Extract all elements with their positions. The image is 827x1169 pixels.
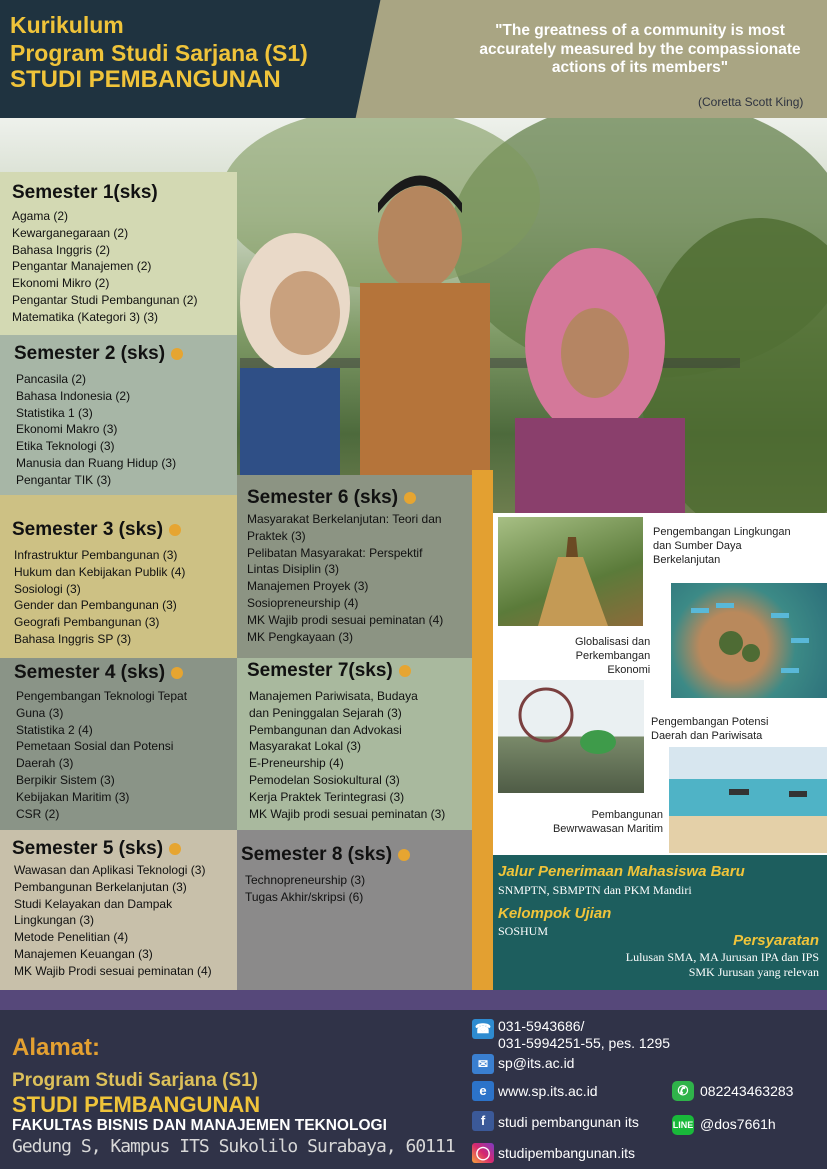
semester-2-title-text: Semester 2 (sks)	[14, 343, 166, 364]
course-item: Manajemen Pariwisata, Budaya	[249, 689, 418, 703]
web-icon: e	[472, 1081, 494, 1101]
caption-line: Ekonomi	[607, 664, 651, 676]
course-item: Pengantar Manajemen (2)	[12, 259, 152, 274]
course-item: dan Peninggalan Sejarah (3)	[249, 705, 402, 720]
kelompok-heading: Kelompok Ujian	[498, 905, 612, 922]
quote-line-1: "The greatness of a community is most	[495, 22, 785, 39]
bullet-dot-icon	[169, 843, 181, 855]
course-item: Pengantar TIK (3)	[16, 472, 112, 487]
jalur-heading: Jalur Penerimaan Mahasiswa Baru	[498, 863, 745, 880]
course-item: Agama (2)	[12, 209, 69, 223]
footer	[0, 1010, 827, 1169]
bullet-dot-icon	[404, 492, 416, 504]
course-item: Pembangunan dan Advokasi	[249, 722, 402, 737]
caption-maritim	[531, 808, 663, 836]
bullet-dot-icon	[398, 849, 410, 861]
instagram-icon: ◯	[472, 1143, 494, 1163]
semester-8-courses	[241, 872, 472, 906]
phone-number-2: 031-5994251-55, pes. 1295	[498, 1035, 671, 1051]
course-item: Technopreneurship (3)	[245, 873, 366, 887]
semester-8-title	[241, 844, 472, 866]
course-item: Sosiopreneurship (4)	[247, 595, 359, 610]
bamboo-bridge-illustration	[498, 517, 643, 626]
quote-author: (Coretta Scott King)	[698, 95, 804, 109]
syarat-text-2: SMK Jurusan yang relevan	[688, 965, 819, 979]
alamat-heading: Alamat:	[12, 1034, 101, 1061]
course-item: CSR (2)	[16, 806, 60, 821]
specialization-panel	[493, 513, 827, 855]
course-item: Bahasa Indonesia (2)	[16, 388, 131, 403]
course-item: Wawasan dan Aplikasi Teknologi (3)	[14, 863, 206, 877]
kelompok-text: SOSHUM	[498, 924, 549, 938]
admission-box	[493, 855, 827, 990]
course-item: Pelibatan Masyarakat: Perspektif	[247, 545, 423, 560]
beach-illustration	[669, 747, 827, 853]
theme-park-illustration	[498, 680, 644, 793]
caption-line: Bewrwawasan Maritim	[552, 823, 663, 835]
course-item: E-Preneurship (4)	[249, 756, 344, 771]
aerial-boats-photo	[671, 583, 827, 698]
bamboo-bridge-photo	[498, 517, 643, 626]
course-item: Masyarakat Berkelanjutan: Teori dan	[247, 512, 442, 526]
semester-3-title	[12, 519, 237, 541]
semester-1-courses	[12, 208, 237, 326]
title-studi: STUDI PEMBANGUNAN	[10, 66, 281, 93]
website-link[interactable]: www.sp.its.ac.id	[498, 1083, 598, 1099]
semester-8-title-text: Semester 8 (sks)	[241, 844, 393, 865]
facebook-icon: f	[472, 1111, 494, 1131]
facebook-link[interactable]: studi pembangunan its	[498, 1114, 639, 1130]
course-item: Manajemen Proyek (3)	[247, 579, 369, 594]
footer-address: Gedung S, Kampus ITS Sukolilo Surabaya, 60111	[12, 1136, 455, 1157]
course-item: Statistika 1 (3)	[16, 405, 93, 420]
syarat-text-1: Lulusan SMA, MA Jurusan IPA dan IPS	[625, 950, 819, 964]
phone-number-1: 031-5943686/	[498, 1018, 585, 1034]
semester-5-box	[0, 830, 237, 990]
course-item: Kerja Praktek Terintegrasi (3)	[249, 789, 405, 804]
quote-line-3: actions of its members"	[551, 59, 729, 77]
course-item: Kewarganegaraan (2)	[12, 225, 129, 240]
course-item: Bahasa Inggris SP (3)	[14, 631, 132, 646]
footer-divider	[0, 990, 827, 1010]
course-item: MK Pengkayaan (3)	[247, 629, 354, 644]
caption-line: dan Sumber Daya	[653, 540, 742, 552]
jalur-text: SNMPTN, SBMPTN dan PKM Mandiri	[498, 883, 692, 897]
semester-8-box	[237, 830, 472, 990]
course-item: Matematika (Kategori 3) (3)	[12, 309, 159, 324]
semester-6-title-text: Semester 6 (sks)	[247, 487, 399, 508]
caption-line: Pengembangan Lingkungan	[653, 526, 791, 538]
bullet-dot-icon	[399, 665, 411, 677]
course-item: Berpikir Sistem (3)	[16, 772, 115, 787]
semester-3-courses	[12, 547, 237, 648]
quote-text	[440, 22, 827, 78]
title-kurikulum: Kurikulum	[10, 12, 124, 38]
course-item: Etika Teknologi (3)	[16, 439, 115, 454]
course-item: Studi Kelayakan dan Dampak	[14, 896, 173, 911]
course-item: Manusia dan Ruang Hidup (3)	[16, 455, 177, 470]
semester-3-title-text: Semester 3 (sks)	[12, 519, 164, 540]
whatsapp-number[interactable]: 082243463283	[700, 1083, 794, 1099]
syarat-heading: Persyaratan	[733, 932, 819, 949]
bullet-dot-icon	[171, 667, 183, 679]
bullet-dot-icon	[171, 348, 183, 360]
semester-5-title	[12, 838, 237, 860]
course-item: Guna (3)	[16, 705, 64, 720]
semester-4-title-text: Semester 4 (sks)	[14, 662, 166, 683]
course-item: Geografi Pembangunan (3)	[14, 615, 160, 630]
caption-lingkungan	[653, 525, 791, 567]
course-item: Bahasa Inggris (2)	[12, 242, 111, 257]
semester-4-courses	[14, 688, 237, 822]
caption-line: Pengembangan Potensi	[651, 716, 769, 728]
course-item: Infrastruktur Pembangunan (3)	[14, 548, 178, 562]
aerial-boats-illustration	[671, 583, 827, 698]
course-item: Masyarakat Lokal (3)	[249, 739, 362, 754]
semester-7-box	[237, 658, 472, 830]
semester-3-box	[0, 495, 237, 658]
title-program: Program Studi Sarjana (S1)	[10, 40, 308, 66]
semester-4-title	[14, 662, 237, 684]
bullet-dot-icon	[169, 524, 181, 536]
footer-faculty: FAKULTAS BISNIS DAN MANAJEMEN TEKNOLOGI	[12, 1117, 387, 1134]
course-item: Ekonomi Mikro (2)	[12, 276, 110, 291]
semester-1-title: Semester 1(sks)	[12, 182, 158, 203]
course-item: Pancasila (2)	[16, 372, 87, 386]
course-item: Sosiologi (3)	[14, 581, 81, 596]
course-item: Statistika 2 (4)	[16, 722, 93, 737]
course-item: Pengembangan Teknologi Tepat	[16, 689, 188, 703]
course-item: Manajemen Keuangan (3)	[14, 946, 153, 961]
course-item: MK Wajib prodi sesuai peminatan (4)	[247, 612, 444, 627]
semester-5-courses	[12, 862, 237, 980]
semester-6-box	[237, 475, 472, 658]
semester-4-box	[0, 658, 237, 830]
line-id[interactable]: @dos7661h	[700, 1116, 776, 1132]
course-item: Pemodelan Sosiokultural (3)	[249, 772, 400, 787]
footer-program: Program Studi Sarjana (S1)	[12, 1070, 259, 1091]
beach-photo	[669, 747, 827, 853]
semester-7-title	[247, 660, 472, 682]
semester-2-courses	[14, 371, 237, 489]
course-item: Gender dan Pembangunan (3)	[14, 598, 177, 613]
course-item: Praktek (3)	[247, 528, 306, 543]
course-item: Hukum dan Kebijakan Publik (4)	[14, 564, 186, 579]
footer-studi: STUDI PEMBANGUNAN	[12, 1092, 261, 1117]
accent-bar	[472, 470, 493, 990]
course-item: Metode Penelitian (4)	[14, 930, 129, 945]
course-item: Kebijakan Maritim (3)	[16, 789, 130, 804]
caption-line: Globalisasi dan	[575, 636, 651, 648]
course-item: Lintas Disiplin (3)	[247, 562, 340, 577]
course-item: Pemetaan Sosial dan Potensi	[16, 739, 174, 754]
course-item: MK Wajib Prodi sesuai peminatan (4)	[14, 963, 212, 978]
caption-line: Daerah dan Pariwisata	[651, 730, 763, 742]
email-icon: ✉	[472, 1054, 494, 1074]
semester-7-courses	[247, 688, 472, 822]
course-item: Ekonomi Makro (3)	[16, 422, 118, 437]
quote-line-2: accurately measured by the compassionate	[479, 40, 801, 58]
course-item: MK Wajib prodi sesuai peminatan (3)	[249, 806, 446, 821]
course-item: Pembangunan Berkelanjutan (3)	[14, 879, 187, 894]
semester-5-title-text: Semester 5 (sks)	[12, 838, 164, 859]
course-item: Tugas Akhir/skripsi (6)	[245, 889, 364, 904]
line-icon: LINE	[672, 1115, 694, 1135]
course-item: Lingkungan (3)	[14, 913, 95, 928]
semester-7-title-text: Semester 7(sks)	[247, 660, 393, 681]
caption-line: Perkembangan	[575, 650, 651, 662]
course-item: Pengantar Studi Pembangunan (2)	[12, 292, 198, 307]
email-link[interactable]: sp@its.ac.id	[498, 1055, 575, 1071]
semester-2-box	[0, 335, 237, 495]
semester-6-courses	[247, 511, 472, 645]
theme-park-photo	[498, 680, 644, 793]
caption-potensi-daerah	[651, 715, 768, 743]
caption-line: Berkelanjutan	[653, 554, 721, 566]
instagram-link[interactable]: studipembangunan.its	[498, 1145, 635, 1161]
phone-icon: ☎	[472, 1019, 494, 1039]
caption-globalisasi	[575, 635, 650, 677]
semester-6-title	[247, 487, 472, 509]
whatsapp-icon: ✆	[672, 1081, 694, 1101]
semester-1-box	[0, 172, 237, 335]
semester-2-title	[14, 343, 237, 365]
course-item: Daerah (3)	[16, 756, 74, 771]
caption-line: Pembangunan	[591, 809, 663, 821]
